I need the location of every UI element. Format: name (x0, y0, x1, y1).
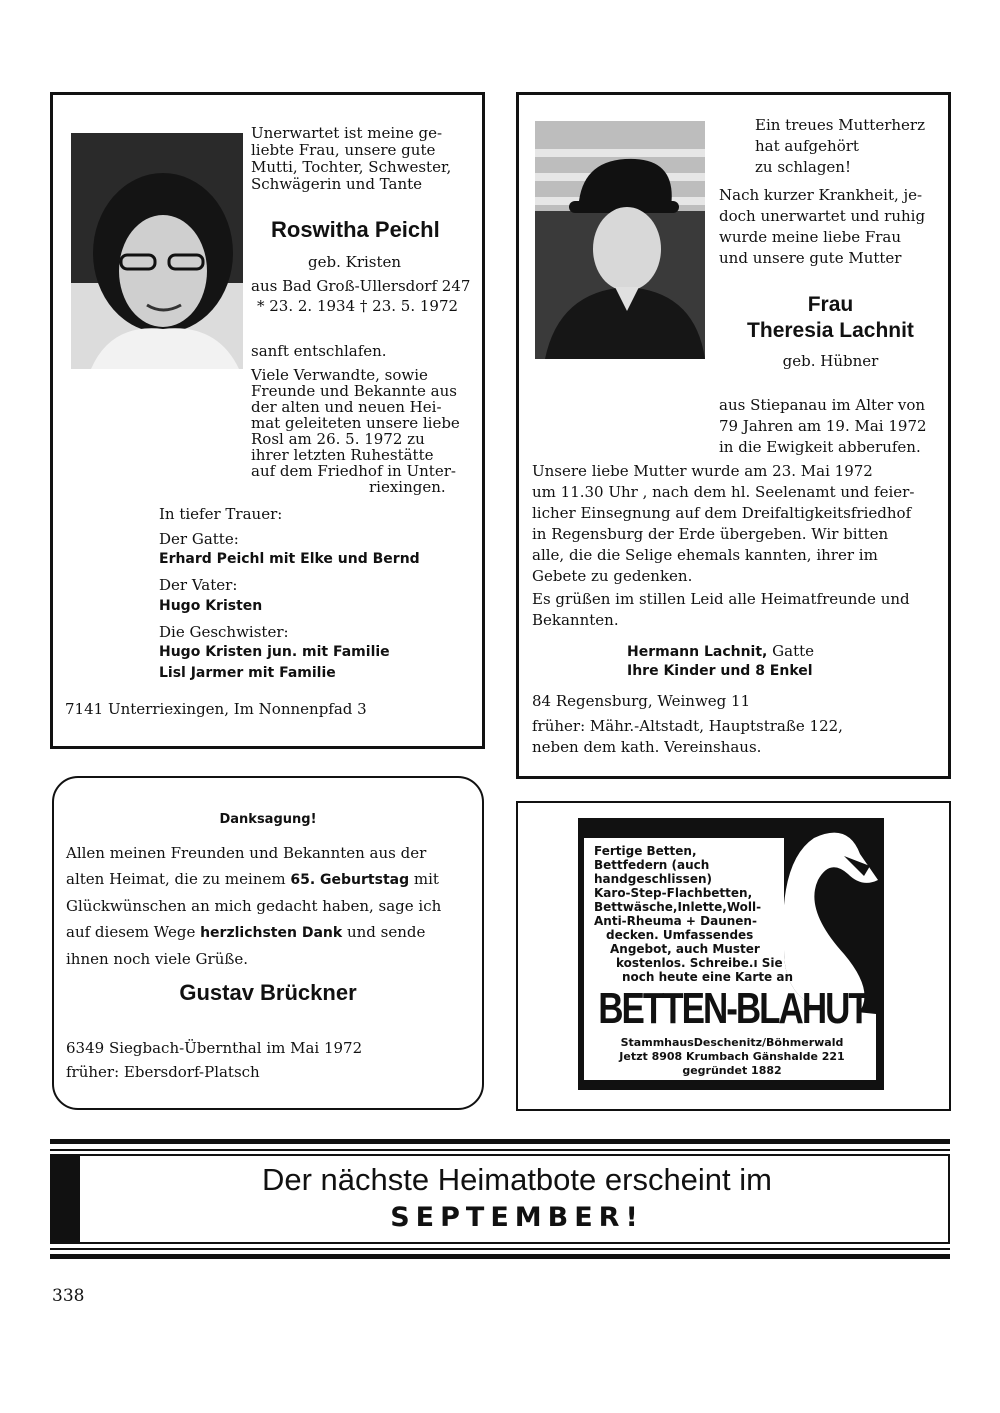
signer-spouse-role: Gatte (767, 642, 815, 660)
ad-line: kostenlos. Schreibe.ı Sie (616, 956, 783, 970)
lachnit-body2 (719, 395, 927, 458)
lachnit-body1 (719, 185, 925, 269)
body-line: Bekannten. (532, 611, 619, 629)
thanks-box (52, 776, 484, 1110)
obituary-peichl-box (50, 92, 485, 749)
intro-line: hat aufgehört (755, 137, 859, 155)
thanks-text (66, 840, 471, 972)
banner-box (50, 1154, 950, 1244)
portrait-photo-peichl (71, 133, 243, 369)
thanks-line: Allen meinen Freunden und Bekannten aus der (66, 844, 427, 862)
thanks-place (66, 1036, 362, 1084)
body-line: auf dem Friedhof in Unter- (251, 462, 456, 480)
intro-line: Schwägerin und Tante (251, 175, 423, 193)
banner-line1: Der nächste Heimatbote erscheint im (261, 1162, 772, 1197)
ad-line: Anti-Rheuma + Daunen- (594, 914, 757, 928)
father-name: Hugo Kristen (159, 598, 263, 614)
portrait-drawing-lachnit (535, 121, 705, 359)
ad-line: handgeschlissen) (594, 872, 712, 886)
body-line: aus Stiepanau im Alter von (719, 396, 926, 414)
thanks-line-part: alten Heimat, die zu meinem (66, 870, 291, 888)
obituary-lachnit-box (516, 92, 951, 779)
body-line: ihrer letzten Ruhestätte (251, 446, 434, 464)
address-line: 84 Regensburg, Weinweg 11 (532, 692, 751, 710)
ad-frame (516, 801, 951, 1111)
body-line: in die Ewigkeit abberufen. (719, 438, 921, 456)
sibling-name: Hugo Kristen jun. mit Familie (159, 644, 390, 660)
ad-line: noch heute eine Karte an (622, 970, 794, 984)
address-line: neben dem kath. Vereinshaus. (532, 738, 762, 756)
lachnit-intro (755, 115, 925, 178)
thanks-line-part: auf diesem Wege (66, 923, 201, 941)
body-line: 79 Jahren am 19. Mai 1972 (719, 417, 927, 435)
ad-footer-line: Jetzt 8908 Krumbach Gänshalde 221 (619, 1050, 845, 1063)
passed-peichl: sanft entschlafen. (251, 342, 387, 360)
lachnit-body4 (532, 589, 910, 631)
spouse-name: Erhard Peichl mit Elke und Bernd (159, 551, 420, 567)
body-line: Es grüßen im stillen Leid alle Heimatfreunde und (532, 590, 910, 608)
address-peichl: 7141 Unterriexingen, Im Nonnenpfad 3 (65, 700, 367, 718)
spouse-label: Der Gatte: (159, 530, 239, 548)
father-label: Der Vater: (159, 576, 238, 594)
intro-line: Mutti, Tochter, Schwester, (251, 158, 452, 176)
portrait-drawing-peichl (71, 133, 243, 369)
mourning-label: In tiefer Trauer: (159, 505, 283, 523)
intro-line: zu schlagen! (755, 158, 851, 176)
banner-rule-bottom (50, 1254, 950, 1259)
thanks-heading: Danksagung! (219, 812, 317, 827)
ad-line: Bettfedern (auch (594, 858, 710, 872)
thanks-highlight: herzlichsten Dank (200, 925, 343, 941)
page-number: 338 (52, 1286, 85, 1306)
thanks-former-line: früher: Ebersdorf-Platsch (66, 1063, 260, 1081)
banner-rule-bottom-thin (50, 1248, 950, 1250)
signer-spouse-name: Hermann Lachnit, (627, 644, 768, 660)
intro-line: Unerwartet ist meine ge- (251, 124, 443, 142)
thanks-line: ihnen noch viele Grüße. (66, 950, 249, 968)
intro-line: liebte Frau, unsere gute (251, 141, 436, 159)
banner-rule-top-thin (50, 1149, 950, 1151)
banner-rule-top (50, 1139, 950, 1144)
ad-line: Bettwäsche,Inlette,Woll- (594, 900, 762, 914)
portrait-photo-lachnit (535, 121, 705, 359)
body-line: licher Einsegnung auf dem Dreifaltigkeitsfriedhof (532, 504, 912, 522)
thanks-line-part: mit (409, 870, 439, 888)
body-line: in Regensburg der Erde übergeben. Wir bitten (532, 525, 889, 543)
body-line: Rosl am 26. 5. 1972 zu (251, 430, 425, 448)
ad-footer-line: gegründet 1882 (682, 1064, 782, 1077)
thanks-signer-name: Gustav Brückner (179, 980, 357, 1005)
deceased-title-lachnit: Frau (807, 293, 854, 316)
ad-line: Angebot, auch Muster (610, 942, 760, 956)
thanks-place-line: 6349 Siegbach-Übernthal im Mai 1972 (66, 1039, 363, 1057)
ad-line: decken. Umfassendes (606, 928, 754, 942)
born-as-peichl: geb. Kristen (308, 253, 402, 271)
peichl-intro (251, 125, 473, 193)
ad-brand: BETTEN-BLAHUT (598, 984, 868, 1033)
thanks-line (66, 866, 471, 893)
body-line: der alten und neuen Hei- (251, 398, 442, 416)
signer-spouse (627, 641, 814, 662)
banner-black-bar (52, 1156, 80, 1242)
body-line: Unsere liebe Mutter wurde am 23. Mai 1972 (532, 462, 873, 480)
ad-black-panel (578, 818, 884, 1090)
ad-text (594, 844, 793, 984)
body-line: Viele Verwandte, sowie (251, 366, 428, 384)
body-line: riexingen. (369, 478, 446, 496)
deceased-name-lachnit: Theresia Lachnit (747, 319, 914, 342)
banner-line2: SEPTEMBER! (390, 1202, 644, 1233)
body-line: wurde meine liebe Frau (719, 228, 902, 246)
born-as-lachnit: geb. Hübner (782, 352, 879, 370)
dates-peichl: * 23. 2. 1934 † 23. 5. 1972 (257, 297, 459, 315)
siblings-label: Die Geschwister: (159, 623, 289, 641)
thanks-line (66, 919, 471, 946)
birthday-highlight: 65. Geburtstag (290, 872, 410, 888)
body-line: mat geleiteten unsere liebe (251, 414, 460, 432)
ad-line: Karo-Step-Flachbetten, (594, 886, 753, 900)
body-line: doch unerwartet und ruhig (719, 207, 926, 225)
body-line: Freunde und Bekannte aus (251, 382, 457, 400)
body-line: Nach kurzer Krankheit, je- (719, 186, 923, 204)
peichl-body (251, 367, 473, 495)
body-line: Gebete zu gedenken. (532, 567, 693, 585)
deceased-name-peichl: Roswitha Peichl (271, 217, 440, 242)
address-line: früher: Mähr.-Altstadt, Hauptstraße 122, (532, 717, 843, 735)
lachnit-body3 (532, 461, 914, 587)
ad-footer (590, 1036, 874, 1078)
address-lachnit (532, 691, 843, 758)
signer-children: Ihre Kinder und 8 Enkel (627, 663, 813, 679)
ad-footer-line: StammhausDeschenitz/Böhmerwald (620, 1036, 844, 1049)
intro-line: Ein treues Mutterherz (755, 116, 925, 134)
thanks-line-part: und sende (342, 923, 426, 941)
body-line: um 11.30 Uhr , nach dem hl. Seelenamt und feier- (532, 483, 915, 501)
sibling-name: Lisl Jarmer mit Familie (159, 665, 336, 681)
thanks-line: Glückwünschen an mich gedacht haben, sage ich (66, 897, 442, 915)
body-line: alle, die die Selige ehemals kannten, ihrer im (532, 546, 878, 564)
origin-peichl: aus Bad Groß-Ullersdorf 247 (251, 277, 471, 295)
ad-line: Fertige Betten, (594, 844, 697, 858)
body-line: und unsere gute Mutter (719, 249, 902, 267)
